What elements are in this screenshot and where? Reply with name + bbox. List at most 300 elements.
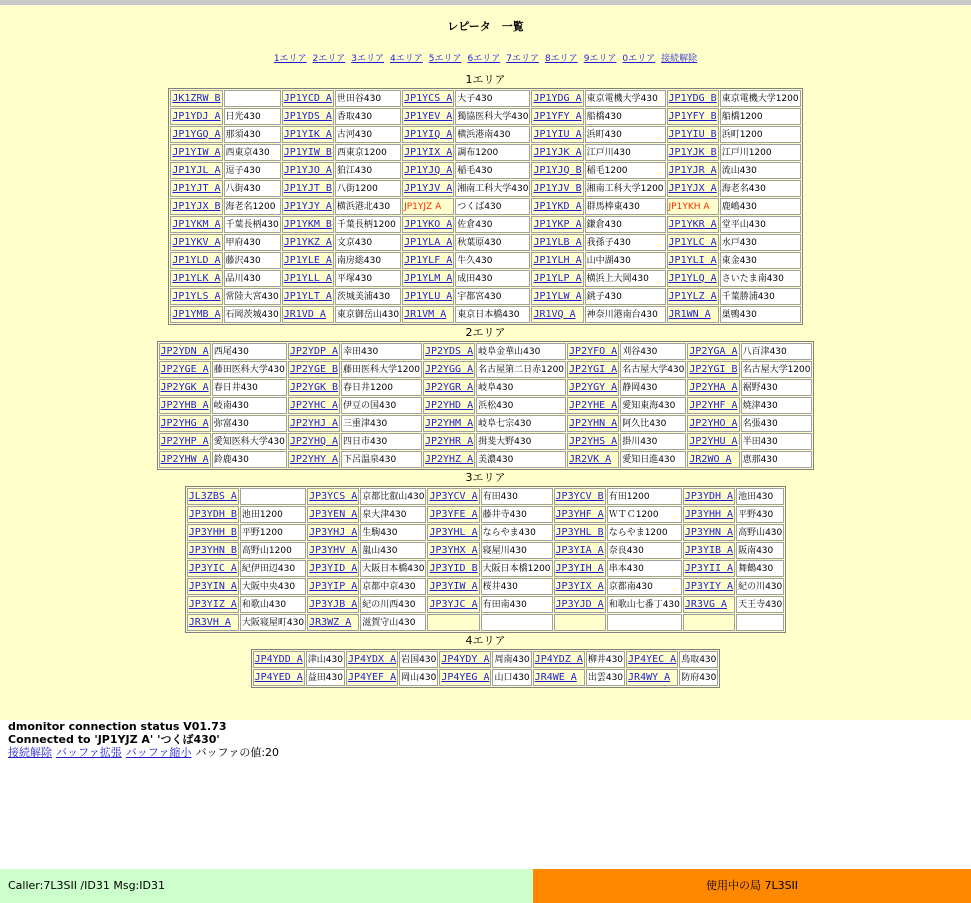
nav-disconnect-link[interactable]: 接続解除 xyxy=(661,54,698,64)
repeater-link[interactable]: JP1YJY A xyxy=(283,200,332,212)
callsign-cell xyxy=(159,415,211,432)
table-row xyxy=(159,433,813,450)
callsign-cell xyxy=(402,144,454,161)
callsign-cell xyxy=(288,415,340,432)
location-cell: 江戸川430 xyxy=(585,144,666,161)
repeater-link[interactable]: JP3YHL A xyxy=(429,526,478,538)
repeater-link[interactable]: JK1ZRW B xyxy=(172,92,221,104)
location-cell: 東金430 xyxy=(720,252,801,269)
location-cell: 船橋430 xyxy=(585,108,666,125)
callsign-cell xyxy=(683,506,735,523)
table-row xyxy=(170,126,800,143)
repeater-link[interactable]: JP1YJZ A xyxy=(404,201,442,212)
repeater-link[interactable]: JR3WZ A xyxy=(309,616,352,628)
repeater-link[interactable]: JP3YIX A xyxy=(555,580,604,592)
callsign-cell xyxy=(554,524,606,541)
table-row xyxy=(170,306,800,323)
repeater-link[interactable]: JP2YHO A xyxy=(689,417,738,429)
repeater-link[interactable]: JP1YIW B xyxy=(283,146,332,158)
repeater-link[interactable]: JP1YJQ B xyxy=(533,164,582,176)
callsign-cell xyxy=(667,144,719,161)
callsign-cell xyxy=(402,198,454,215)
location-cell: 桜井430 xyxy=(481,578,553,595)
repeater-link[interactable]: JP2YGY A xyxy=(569,381,618,393)
callsign-cell xyxy=(667,126,719,143)
repeater-link[interactable]: JP3YCV A xyxy=(429,490,478,502)
callsign-cell xyxy=(170,90,222,107)
callsign-cell xyxy=(531,216,583,233)
callsign-cell xyxy=(282,216,334,233)
nav-area-link[interactable]: 0エリア xyxy=(622,54,656,64)
repeater-link[interactable]: JP1YLU A xyxy=(404,290,453,302)
nav-area-link[interactable]: 4エリア xyxy=(390,54,423,64)
repeater-link[interactable]: JP3YHN A xyxy=(684,526,734,538)
callsign-cell xyxy=(423,397,475,414)
repeater-link[interactable]: JP3YIB A xyxy=(684,544,734,556)
repeater-table xyxy=(185,486,787,633)
repeater-link[interactable]: JP4YDY A xyxy=(441,653,490,665)
repeater-link[interactable]: JP1YIX A xyxy=(404,146,453,158)
repeater-link[interactable]: JP1YIW A xyxy=(172,146,221,158)
repeater-link[interactable]: JP3YHJ A xyxy=(309,526,358,538)
repeater-link[interactable]: JP1YKZ A xyxy=(283,236,332,248)
repeater-link[interactable]: JP4YEC A xyxy=(628,653,677,665)
repeater-link[interactable]: JP2YHM A xyxy=(424,417,474,429)
location-cell: 甲府430 xyxy=(224,234,281,251)
callsign-cell xyxy=(683,614,735,631)
table-row xyxy=(187,578,785,595)
repeater-link[interactable]: JP1YJR A xyxy=(668,164,717,176)
location-cell: 紀伊田辺430 xyxy=(240,560,306,577)
location-cell: 那須430 xyxy=(224,126,281,143)
repeater-link[interactable]: JP2YGE A xyxy=(160,363,209,375)
location-cell: 下呂温泉430 xyxy=(341,451,422,468)
table-row xyxy=(170,234,800,251)
location-cell: 横浜港北430 xyxy=(335,198,401,215)
repeater-link[interactable]: JP2YFO A xyxy=(569,345,618,357)
callsign-cell xyxy=(531,180,583,197)
repeater-link[interactable]: JP4YEG A xyxy=(441,671,490,683)
repeater-link[interactable]: JP3YHL B xyxy=(555,526,604,538)
repeater-link[interactable]: JP1YLS A xyxy=(172,290,221,302)
repeater-link[interactable]: JP1YLD A xyxy=(172,254,221,266)
callsign-cell xyxy=(170,198,222,215)
table-row xyxy=(187,524,785,541)
repeater-link[interactable]: JP1YJL A xyxy=(172,164,221,176)
location-cell: 湘南工科大学1200 xyxy=(585,180,666,197)
callsign-cell xyxy=(402,306,454,323)
location-cell: 八百津430 xyxy=(741,343,813,360)
repeater-link[interactable]: JP1YCS A xyxy=(404,92,453,104)
callsign-cell xyxy=(423,361,475,378)
repeater-link[interactable]: JP1YIU B xyxy=(668,128,717,140)
repeater-link[interactable]: JP1YIK A xyxy=(283,128,332,140)
repeater-link[interactable]: JP2YHC A xyxy=(289,399,339,411)
repeater-link[interactable]: JP1YLQ A xyxy=(668,272,717,284)
callsign-cell xyxy=(170,216,222,233)
repeater-link[interactable]: JR4WY A xyxy=(628,671,671,683)
repeater-link[interactable]: JP1YFY A xyxy=(533,110,582,122)
location-cell: ならやま430 xyxy=(481,524,553,541)
callsign-cell xyxy=(567,397,619,414)
repeater-link[interactable]: JP2YGA A xyxy=(689,345,738,357)
nav-area-link[interactable]: 2エリア xyxy=(312,54,346,64)
repeater-link[interactable]: JP1YIU A xyxy=(533,128,582,140)
location-cell: 名古屋第二日赤1200 xyxy=(476,361,566,378)
location-cell: 掛川430 xyxy=(620,433,686,450)
callsign-cell xyxy=(402,216,454,233)
callsign-cell xyxy=(667,234,719,251)
callsign-cell xyxy=(402,126,454,143)
callsign-cell xyxy=(288,343,340,360)
repeater-link[interactable]: JP1YLB A xyxy=(533,236,582,248)
repeater-link[interactable]: JP3YJB A xyxy=(309,598,358,610)
repeater-link[interactable]: JL3ZBS A xyxy=(188,490,237,502)
repeater-table xyxy=(251,649,721,688)
disconnect-link[interactable]: 接続解除 xyxy=(8,746,52,759)
repeater-link[interactable]: JP1YLZ A xyxy=(668,290,717,302)
repeater-link[interactable]: JR1WN A xyxy=(668,308,711,320)
callsign-cell xyxy=(567,433,619,450)
repeater-link[interactable]: JR3VH A xyxy=(188,616,231,628)
repeater-link[interactable]: JP2YGI A xyxy=(569,363,618,375)
repeater-link[interactable]: JP1YKH A xyxy=(668,201,710,212)
location-cell: 西東京1200 xyxy=(335,144,401,161)
repeater-link[interactable]: JP1YKO A xyxy=(404,218,453,230)
callsign-cell xyxy=(567,343,619,360)
location-cell: 高野山1200 xyxy=(240,542,306,559)
callsign-cell xyxy=(554,488,606,505)
repeater-link[interactable]: JP2YGG A xyxy=(424,363,474,375)
repeater-link[interactable]: JP3YCV B xyxy=(555,490,604,502)
repeater-link[interactable]: JP3YIP A xyxy=(309,580,358,592)
repeater-link[interactable]: JP1YLH A xyxy=(533,254,582,266)
repeater-link[interactable]: JP2YHD A xyxy=(424,399,474,411)
repeater-link[interactable]: JP1YDG A xyxy=(533,92,582,104)
repeater-link[interactable]: JP3YHH A xyxy=(684,508,734,520)
location-cell: 嵐山430 xyxy=(360,542,426,559)
repeater-link[interactable]: JP2YGK B xyxy=(289,381,339,393)
location-cell: 紀の川430 xyxy=(736,578,784,595)
repeater-link[interactable]: JP2YDS A xyxy=(424,345,474,357)
repeater-link[interactable]: JP3YCS A xyxy=(309,490,358,502)
callsign-cell xyxy=(170,144,222,161)
repeater-link[interactable]: JP3YIY A xyxy=(684,580,734,592)
repeater-link[interactable]: JP2YHZ A xyxy=(424,453,474,465)
callsign-cell xyxy=(554,596,606,613)
location-cell: 岩国430 xyxy=(399,651,438,668)
location-cell: 江戸川1200 xyxy=(720,144,801,161)
callsign-cell xyxy=(533,651,585,668)
repeater-link[interactable]: JP1YJX B xyxy=(172,200,221,212)
repeater-link[interactable]: JP2YHQ A xyxy=(289,435,339,447)
callsign-cell xyxy=(170,288,222,305)
repeater-link[interactable]: JP2YHJ A xyxy=(289,417,339,429)
buffer-expand-link[interactable]: バッファ拡張 xyxy=(56,746,122,759)
repeater-link[interactable]: JP2YGE B xyxy=(289,363,339,375)
repeater-link[interactable]: JP1YLK A xyxy=(172,272,221,284)
repeater-link[interactable]: JP2YGI B xyxy=(689,363,738,375)
location-cell: 浜町430 xyxy=(585,126,666,143)
repeater-link[interactable]: JP2YHG A xyxy=(160,417,209,429)
callsign-cell xyxy=(187,506,239,523)
callsign-cell xyxy=(402,288,454,305)
repeater-link[interactable]: JP2YHR A xyxy=(424,435,474,447)
repeater-link[interactable]: JP3YDH B xyxy=(188,508,237,520)
callsign-cell xyxy=(159,361,211,378)
nav-area-link[interactable]: 7エリア xyxy=(506,54,539,64)
callsign-cell xyxy=(687,361,739,378)
callsign-cell xyxy=(170,108,222,125)
repeater-link[interactable]: JP1YJQ A xyxy=(404,164,453,176)
repeater-link[interactable]: JP3YID A xyxy=(309,562,358,574)
repeater-link[interactable]: JP1YLA A xyxy=(404,236,453,248)
callsign-cell xyxy=(667,270,719,287)
repeater-link[interactable]: JP1YKP A xyxy=(533,218,582,230)
callsign-cell xyxy=(687,397,739,414)
callsign-cell xyxy=(423,433,475,450)
callsign-cell xyxy=(554,560,606,577)
callsign-cell xyxy=(402,234,454,251)
callsign-cell xyxy=(307,506,359,523)
location-cell: 大阪日本橋430 xyxy=(360,560,426,577)
location-cell: 浜松430 xyxy=(476,397,566,414)
repeater-link[interactable]: JP2YGR A xyxy=(424,381,474,393)
repeater-link[interactable]: JP1YGQ A xyxy=(172,128,221,140)
callsign-cell xyxy=(667,252,719,269)
location-cell: 藤沢430 xyxy=(224,252,281,269)
location-cell: さいたま南430 xyxy=(720,270,801,287)
repeater-link[interactable]: JP3YDH A xyxy=(684,490,734,502)
repeater-link[interactable]: JP2YDN A xyxy=(160,345,209,357)
repeater-link[interactable]: JP1YJT B xyxy=(283,182,332,194)
nav-area-link[interactable]: 3エリア xyxy=(351,54,385,64)
repeater-link[interactable]: JP1YLM A xyxy=(404,272,453,284)
location-cell: 南房総430 xyxy=(335,252,401,269)
repeater-link[interactable]: JP3YID B xyxy=(429,562,478,574)
area-heading: 4エリア xyxy=(465,634,506,647)
nav-area-link[interactable]: 6エリア xyxy=(467,54,501,64)
location-cell: 津山430 xyxy=(306,651,345,668)
repeater-link[interactable]: JP2YHY A xyxy=(289,453,339,465)
nav-area-link[interactable]: 1エリア xyxy=(273,54,307,64)
callsign-cell xyxy=(683,542,735,559)
repeater-link[interactable]: JP1YCD A xyxy=(283,92,332,104)
location-cell: 鎌倉430 xyxy=(585,216,666,233)
repeater-link[interactable]: JR2WO A xyxy=(689,453,732,465)
callsign-cell xyxy=(253,651,305,668)
location-cell: 鈴鹿430 xyxy=(212,451,287,468)
repeater-link[interactable]: JP1YIQ A xyxy=(404,128,453,140)
repeater-link[interactable]: JP1YJT A xyxy=(172,182,221,194)
location-cell: 大阪中央430 xyxy=(240,578,306,595)
location-cell: 揖斐大野430 xyxy=(476,433,566,450)
table-row xyxy=(187,506,785,523)
repeater-link[interactable]: JP1YJK A xyxy=(533,146,582,158)
repeater-link[interactable]: JP4YDD A xyxy=(254,653,303,665)
callsign-cell xyxy=(531,252,583,269)
location-cell: 名張430 xyxy=(741,415,813,432)
repeater-link[interactable]: JP2YHB A xyxy=(160,399,209,411)
location-cell: 阪南430 xyxy=(736,542,784,559)
repeater-link[interactable]: JR1VQ A xyxy=(533,308,576,320)
repeater-link[interactable]: JR4WE A xyxy=(534,671,577,683)
repeater-link[interactable]: JP3YIZ A xyxy=(188,598,237,610)
location-cell: 成田430 xyxy=(455,270,530,287)
repeater-link[interactable]: JP1YDG B xyxy=(668,92,717,104)
repeater-link[interactable]: JP1YLC A xyxy=(668,236,717,248)
callsign-cell xyxy=(402,108,454,125)
location-cell: 横浜港南430 xyxy=(455,126,530,143)
repeater-link[interactable]: JP2YHS A xyxy=(569,435,618,447)
location-cell: 和歌山430 xyxy=(240,596,306,613)
location-cell: 逗子430 xyxy=(224,162,281,179)
table-row xyxy=(170,198,800,215)
repeater-link[interactable]: JP4YDZ A xyxy=(534,653,583,665)
repeater-link[interactable]: JP2YHF A xyxy=(689,399,738,411)
repeater-link[interactable]: JP1YKD A xyxy=(533,200,582,212)
callsign-cell xyxy=(282,162,334,179)
location-cell: 世田谷430 xyxy=(335,90,401,107)
repeater-link[interactable]: JP1YJO A xyxy=(283,164,332,176)
repeater-link[interactable]: JP1YFY B xyxy=(668,110,717,122)
repeater-link[interactable]: JP1YKR A xyxy=(668,218,717,230)
repeater-link[interactable]: JP3YIH A xyxy=(555,562,604,574)
repeater-link[interactable]: JP1YDS A xyxy=(283,110,332,122)
repeater-link[interactable]: JR1VM A xyxy=(404,308,447,320)
repeater-link[interactable]: JP1YLE A xyxy=(283,254,332,266)
callsign-cell xyxy=(187,524,239,541)
callsign-cell xyxy=(307,578,359,595)
repeater-link[interactable]: JP1YLI A xyxy=(668,254,717,266)
callsign-cell xyxy=(307,488,359,505)
repeater-link[interactable]: JP2YHP A xyxy=(160,435,209,447)
repeater-link[interactable]: JP3YJC A xyxy=(429,598,478,610)
repeater-link[interactable]: JP3YEN A xyxy=(309,508,358,520)
repeater-link[interactable]: JR1VD A xyxy=(283,308,326,320)
callsign-cell xyxy=(427,488,479,505)
repeater-link[interactable]: JP2YHA A xyxy=(689,381,738,393)
repeater-link[interactable]: JP4YED A xyxy=(254,671,303,683)
repeater-link[interactable]: JP1YJV A xyxy=(404,182,453,194)
repeater-link[interactable]: JP1YDJ A xyxy=(172,110,221,122)
callsign-cell xyxy=(253,669,305,686)
repeater-link[interactable]: JP1YJV B xyxy=(533,182,582,194)
location-cell: 流山430 xyxy=(720,162,801,179)
repeater-link[interactable]: JP4YDX A xyxy=(347,653,397,665)
table-row xyxy=(159,397,813,414)
repeater-link[interactable]: JP1YKM A xyxy=(172,218,221,230)
repeater-link[interactable]: JP1YLF A xyxy=(404,254,453,266)
repeater-link[interactable]: JP3YHV A xyxy=(309,544,358,556)
repeater-link[interactable]: JP1YMB A xyxy=(172,308,221,320)
repeater-link[interactable]: JP1YJX A xyxy=(668,182,717,194)
location-cell: 周南430 xyxy=(492,651,531,668)
location-cell: 藤田医科大学430 xyxy=(212,361,287,378)
nav-area-link[interactable]: 9エリア xyxy=(583,54,617,64)
repeater-link[interactable]: JP3YIN A xyxy=(188,580,237,592)
callsign-cell xyxy=(554,614,606,631)
callsign-cell xyxy=(567,451,619,468)
location-cell: 山中湖430 xyxy=(585,252,666,269)
buffer-shrink-link[interactable]: バッファ縮小 xyxy=(125,746,192,759)
repeater-link[interactable]: JP3YFE A xyxy=(429,508,478,520)
table-row xyxy=(253,669,719,686)
area-heading: 3エリア xyxy=(465,471,506,484)
repeater-link[interactable]: JP1YKV A xyxy=(172,236,221,248)
repeater-link[interactable]: JP2YHW A xyxy=(160,453,209,465)
location-cell: 京都中京430 xyxy=(360,578,426,595)
callsign-cell xyxy=(282,306,334,323)
status-panel xyxy=(0,720,971,869)
repeater-link[interactable]: JP2YHU A xyxy=(689,435,738,447)
repeater-link[interactable]: JP1YKM B xyxy=(283,218,332,230)
repeater-link[interactable]: JP1YLW A xyxy=(533,290,582,302)
table-row xyxy=(159,451,813,468)
repeater-link[interactable]: JP2YGK A xyxy=(160,381,209,393)
repeater-listing xyxy=(0,72,971,720)
location-cell: 千葉勝浦430 xyxy=(720,288,801,305)
repeater-link[interactable]: JP3YIA A xyxy=(555,544,604,556)
callsign-cell xyxy=(423,451,475,468)
location-cell: 幸田430 xyxy=(341,343,422,360)
repeater-link[interactable]: JP3YJD A xyxy=(555,598,604,610)
repeater-link[interactable]: JP1YLL A xyxy=(283,272,332,284)
buffer-value: バッファの値:20 xyxy=(195,746,280,759)
repeater-link[interactable]: JP1YJK B xyxy=(668,146,717,158)
repeater-link[interactable]: JP2YDP A xyxy=(289,345,339,357)
callsign-cell xyxy=(187,614,239,631)
location-cell: 石岡茨城430 xyxy=(224,306,281,323)
callsign-cell xyxy=(282,126,334,143)
repeater-link[interactable]: JP3YIW A xyxy=(429,580,478,592)
nav-area-link[interactable]: 8エリア xyxy=(544,54,578,64)
repeater-link[interactable]: JP3YHX A xyxy=(429,544,478,556)
callsign-cell xyxy=(288,397,340,414)
nav-area-link[interactable]: 5エリア xyxy=(428,54,462,64)
repeater-link[interactable]: JP1YLP A xyxy=(533,272,582,284)
repeater-link[interactable]: JP2YHN A xyxy=(569,417,618,429)
repeater-link[interactable]: JP1YEV A xyxy=(404,110,453,122)
repeater-link[interactable]: JP4YEF A xyxy=(347,671,397,683)
repeater-link[interactable]: JP3YHH B xyxy=(188,526,237,538)
location-cell: ならやま1200 xyxy=(607,524,682,541)
repeater-link[interactable]: JR3VG A xyxy=(684,598,728,610)
repeater-link[interactable]: JR2VK A xyxy=(569,453,612,465)
callsign-cell xyxy=(427,560,479,577)
location-cell: 滋賀守山430 xyxy=(360,614,426,631)
repeater-link[interactable]: JP3YHN B xyxy=(188,544,237,556)
location-cell: 柳井430 xyxy=(586,651,625,668)
repeater-link[interactable]: JP2YHE A xyxy=(569,399,618,411)
callsign-cell xyxy=(282,288,334,305)
caller-status: Caller:7L3SII /ID31 Msg:ID31 xyxy=(0,869,533,903)
location-cell: 船橋1200 xyxy=(720,108,801,125)
table-row xyxy=(253,651,719,668)
table-row xyxy=(170,108,800,125)
callsign-cell xyxy=(531,108,583,125)
location-cell: 大阪寝屋町430 xyxy=(240,614,306,631)
repeater-link[interactable]: JP3YII A xyxy=(684,562,734,574)
repeater-link[interactable]: JP3YIC A xyxy=(188,562,237,574)
repeater-link[interactable]: JP3YHF A xyxy=(555,508,604,520)
callsign-cell xyxy=(307,596,359,613)
repeater-link[interactable]: JP1YLT A xyxy=(283,290,332,302)
location-cell: 串本430 xyxy=(607,560,682,577)
callsign-cell xyxy=(402,180,454,197)
table-row xyxy=(187,488,785,505)
table-row xyxy=(170,216,800,233)
